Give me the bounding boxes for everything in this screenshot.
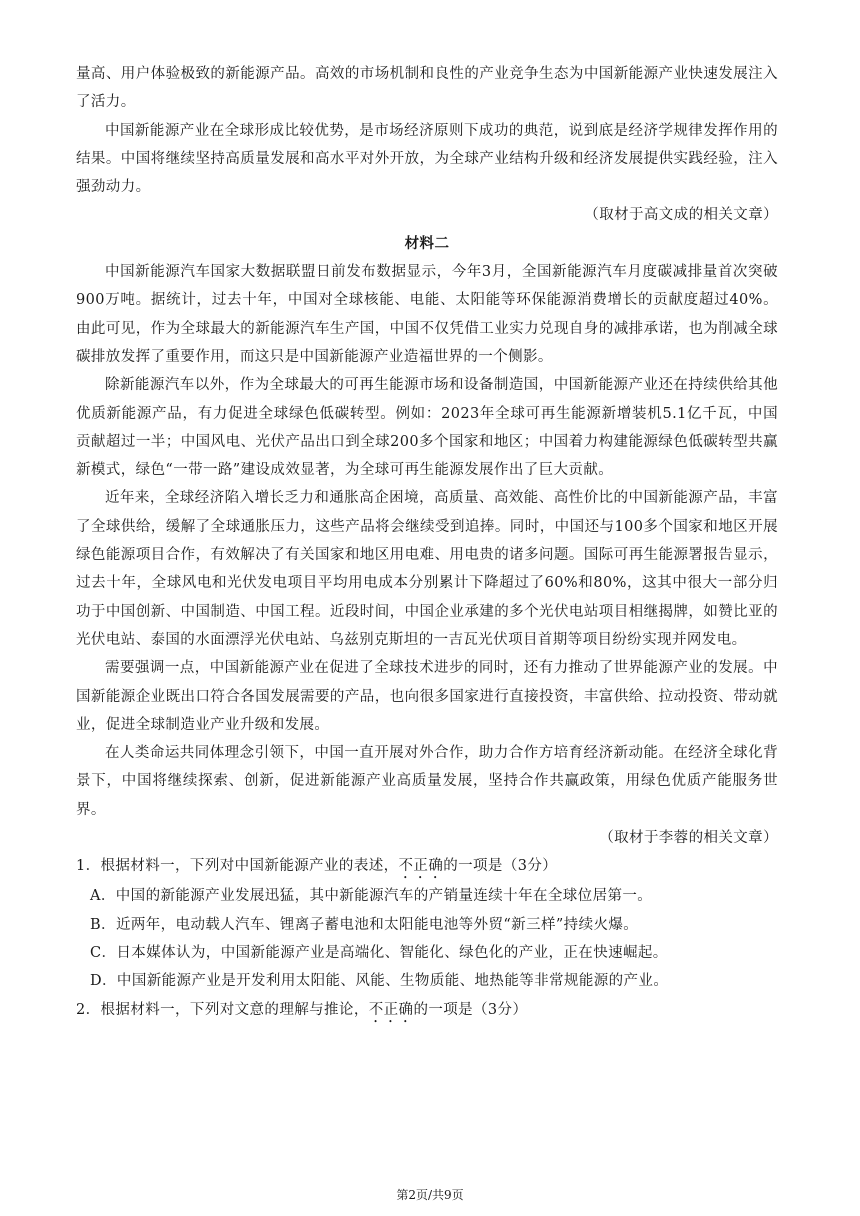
question-stem-end: 的一项是（3分） — [443, 858, 558, 875]
question-stem: 1．根据材料一，下列对中国新能源产业的表述， — [76, 858, 399, 875]
option-b: B．近两年，电动载人汽车、锂离子蓄电池和太阳能电池等外贸“新三样”持续火爆。 — [90, 916, 639, 933]
paragraph: 中国新能源汽车国家大数据联盟日前发布数据显示，今年3月，全国新能源汽车月度碳减排量首次突破900万吨。据统计，过去十年，中国对全球核能、电能、太阳能等环保能源消费增长的贡献度超过40%。由此可见，作为全球最大的新能源汽车生产国，中国不仅凭借工业实力兑现自身的减排承诺，也为削减全球碳排放发挥了重要作用，而这只是中国新能源产业造福世界的一个侧影。 — [76, 264, 778, 365]
source-citation: （取材于高文成的相关文章） — [584, 207, 778, 224]
paragraph: 近年来，全球经济陷入增长乏力和通胀高企困境，高质量、高效能、高性价比的中国新能源产品，丰富了全球供给，缓解了全球通胀压力，这些产品将会继续受到追捧。同时，中国还与100多个国家和地区开展绿色能源项目合作，有效解决了有关国家和地区用电难、用电贵的诸多问题。国际可再生能源署报告显示，过去十年，全球风电和光伏发电项目平均用电成本分别累计下降超过了60%和80%，这其中很大一部分归功于中国创新、中国制造、中国工程。近段时间，中国企业承建的多个光伏电站项目相继揭牌，如赞比亚的光伏电站、泰国的水面漂浮光伏电站、乌兹别克斯坦的一吉瓦光伏项目首期等项目纷纷实现并网发电。 — [76, 490, 778, 648]
page-body — [76, 60, 778, 1026]
emphasis-text: 不正确 — [398, 858, 444, 875]
paragraph: 在人类命运共同体理念引领下，中国一直开展对外合作，助力合作方培育经济新动能。在经济全球化背景下，中国将继续探索、创新，促进新能源产业高质量发展，坚持合作共赢政策，用绿色优质产能服务世界。 — [76, 745, 778, 818]
paragraph: 中国新能源产业在全球形成比较优势，是市场经济原则下成功的典范，说到底是经济学规律发挥作用的结果。中国将继续坚持高质量发展和高水平对外开放，为全球产业结构升级和经济发展提供实践经验，注入强劲动力。 — [76, 122, 778, 196]
option-c: C．日本媒体认为，中国新能源产业是高端化、智能化、绿色化的产业，正在快速崛起。 — [90, 944, 668, 961]
question-2 — [76, 996, 778, 1026]
paragraph: 需要强调一点，中国新能源产业在促进了全球技术进步的同时，还有力推动了世界能源产业的发展。中国新能源企业既出口符合各国发展需要的产品，也向很多国家进行直接投资，丰富供给、拉动投资、带动就业，促进全球制造业产业升级和发展。 — [76, 660, 778, 733]
section-title: 材料二 — [404, 235, 450, 252]
source-citation: （取材于李蓉的相关文章） — [599, 830, 778, 847]
question-1 — [76, 852, 778, 882]
page-number: 第2页/共9页 — [396, 1188, 464, 1202]
emphasis-text: 不正确 — [368, 1001, 414, 1018]
paragraph: 除新能源汽车以外，作为全球最大的可再生能源市场和设备制造国，中国新能源产业还在持续供给其他优质新能源产品，有力促进全球绿色低碳转型。例如：2023年全球可再生能源新增装机5.1亿千瓦，中国贡献超过一半；中国风电、光伏产品出口到全球200多个国家和地区；中国着力构建能源绿色低碳转型共赢新模式，绿色“一带一路”建设成效显著，为全球可再生能源发展作出了巨大贡献。 — [76, 377, 778, 479]
question-stem-end: 的一项是（3分） — [413, 1001, 528, 1018]
option-d: D．中国新能源产业是开发利用太阳能、风能、生物质能、地热能等非常规能源的产业。 — [90, 973, 669, 990]
paragraph: 量高、用户体验极致的新能源产品。高效的市场机制和良性的产业竞争生态为中国新能源产业快速发展注入了活力。 — [76, 66, 778, 111]
question-stem: 2．根据材料一，下列对文意的理解与推论， — [76, 1001, 369, 1018]
option-a: A．中国的新能源产业发展迅猛，其中新能源汽车的产销量连续十年在全球位居第一。 — [90, 888, 653, 905]
